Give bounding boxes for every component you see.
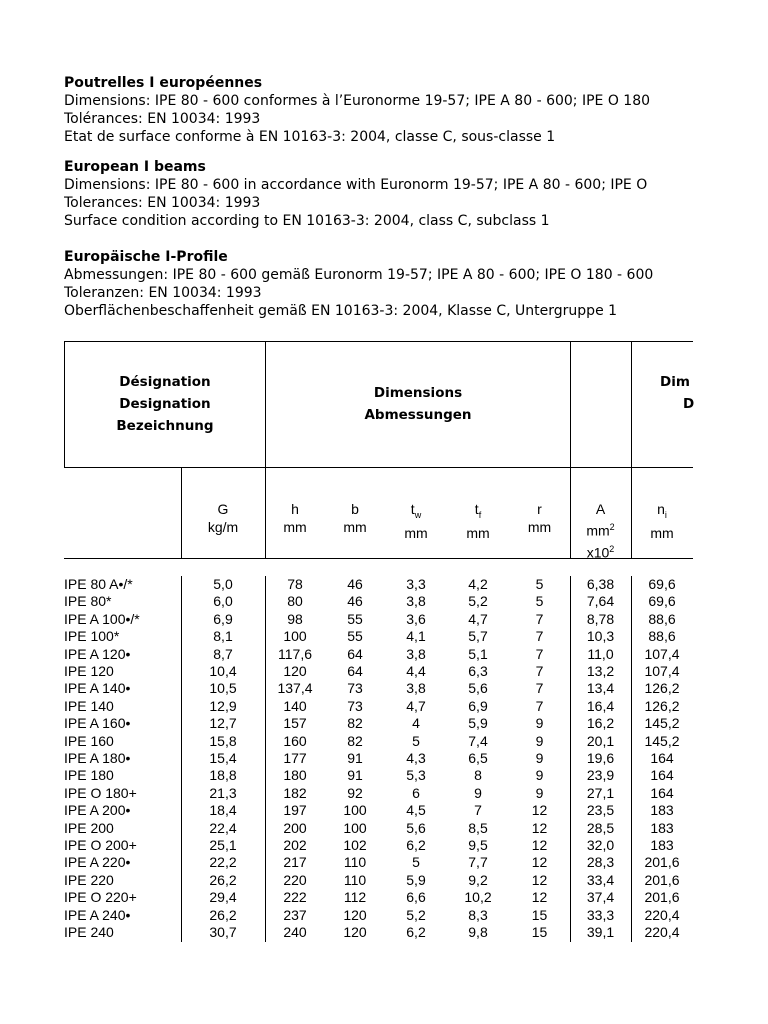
unit-h: h mm bbox=[283, 501, 307, 535]
intro-english-line: Surface condition according to EN 10163-3: 2004, class C, subclass 1 bbox=[64, 213, 550, 229]
cell-b: 55 bbox=[347, 610, 363, 627]
cell-ni: 145,2 bbox=[644, 715, 680, 732]
cell-G: 10,5 bbox=[209, 680, 237, 697]
cell-h: 80 bbox=[287, 593, 303, 610]
cell-tf: 7 bbox=[474, 802, 482, 819]
intro-french-line: Dimensions: IPE 80 - 600 conformes à l’Euronorme 19-57; IPE A 80 - 600; IPE O 180 bbox=[64, 93, 651, 109]
cell-r: 12 bbox=[531, 854, 548, 871]
cell-b: 55 bbox=[347, 628, 363, 645]
cell-tw: 3,3 bbox=[406, 576, 426, 592]
cell-b: 91 bbox=[347, 767, 363, 784]
cell-designation: IPE A 120• bbox=[64, 645, 131, 662]
cell-G: 6,0 bbox=[213, 593, 233, 610]
cell-r: 15 bbox=[531, 924, 548, 940]
cell-tw: 4 bbox=[412, 715, 420, 732]
cell-tf: 8,3 bbox=[468, 906, 488, 923]
cell-designation: IPE 120 bbox=[64, 663, 114, 679]
cell-ni: 201,6 bbox=[644, 889, 680, 906]
cell-b: 110 bbox=[343, 854, 367, 871]
unit-ni: $n_i$ mm bbox=[650, 501, 674, 541]
cell-A: 16,4 bbox=[586, 697, 615, 714]
cell-A: 6,38 bbox=[586, 576, 615, 592]
cell-r: 12 bbox=[531, 837, 548, 853]
table-row bbox=[0, 837, 768, 854]
cell-ni: 220,4 bbox=[644, 906, 680, 923]
cell-tf: 9,2 bbox=[468, 871, 488, 888]
header-blank-box bbox=[570, 341, 632, 468]
cell-b: 91 bbox=[347, 750, 363, 766]
cell-G: 26,2 bbox=[209, 906, 237, 923]
cell-designation: IPE A 240• bbox=[64, 906, 131, 923]
cell-tw: 3,8 bbox=[406, 593, 426, 610]
cell-ni: 164 bbox=[650, 750, 674, 766]
cell-tw: 5,3 bbox=[406, 767, 426, 784]
table-row bbox=[0, 924, 768, 941]
cell-r: 9 bbox=[535, 767, 544, 784]
table-row bbox=[0, 680, 768, 697]
cell-r: 9 bbox=[535, 750, 544, 766]
cell-ni: 183 bbox=[650, 837, 674, 853]
cell-tf: 8,5 bbox=[468, 819, 488, 836]
table-row bbox=[0, 872, 768, 889]
cell-tf: 7,7 bbox=[468, 854, 488, 871]
cell-A: 27,1 bbox=[586, 784, 615, 801]
intro-german-title: Europäische I-Profile bbox=[64, 249, 228, 265]
cell-designation: IPE A 160• bbox=[64, 715, 131, 732]
cell-G: 6,9 bbox=[213, 610, 233, 627]
cell-designation: IPE O 220+ bbox=[64, 889, 137, 906]
cell-b: 46 bbox=[347, 593, 363, 610]
cell-tw: 6,2 bbox=[406, 837, 426, 853]
cell-A: 19,6 bbox=[586, 750, 615, 766]
cell-tf: 9,8 bbox=[468, 924, 488, 940]
table-row bbox=[0, 611, 768, 628]
cell-A: 32,0 bbox=[586, 837, 615, 853]
cell-A: 37,4 bbox=[586, 889, 615, 906]
intro-english bbox=[64, 158, 704, 230]
table-row bbox=[0, 785, 768, 802]
header-cut-label: Dim D bbox=[660, 374, 695, 412]
cell-h: 220 bbox=[283, 871, 307, 888]
cell-designation: IPE 240 bbox=[64, 924, 114, 940]
cell-tw: 5,9 bbox=[406, 871, 426, 888]
cell-designation: IPE 140 bbox=[64, 697, 114, 714]
cell-tf: 5,1 bbox=[468, 645, 488, 662]
unit-A: A $mm^2$ $x10^2$ bbox=[586, 501, 615, 561]
cell-G: 12,9 bbox=[209, 697, 237, 714]
table-row bbox=[0, 854, 768, 871]
cell-tw: 5,6 bbox=[406, 819, 426, 836]
unit-b: b mm bbox=[343, 501, 367, 535]
cell-G: 18,4 bbox=[209, 802, 237, 819]
cell-tw: 4,1 bbox=[406, 628, 426, 645]
cell-r: 7 bbox=[535, 663, 544, 679]
cell-ni: 145,2 bbox=[644, 732, 680, 749]
cell-ni: 88,6 bbox=[648, 610, 676, 627]
cell-h: 137,4 bbox=[277, 680, 313, 697]
cell-r: 12 bbox=[531, 802, 548, 819]
cell-r: 9 bbox=[535, 715, 544, 732]
cell-tw: 5 bbox=[412, 854, 420, 871]
unit-tw: $t_w$ mm bbox=[404, 501, 428, 541]
table-row bbox=[0, 628, 768, 645]
cell-b: 64 bbox=[347, 663, 363, 679]
cell-designation: IPE A 140• bbox=[64, 680, 131, 697]
cell-designation: IPE 80* bbox=[64, 593, 112, 610]
cell-tw: 5,2 bbox=[406, 906, 426, 923]
cell-h: 120 bbox=[283, 663, 307, 679]
table-row bbox=[0, 907, 768, 924]
cell-h: 182 bbox=[283, 784, 307, 801]
cell-A: 33,4 bbox=[586, 871, 615, 888]
cell-designation: IPE O 180+ bbox=[64, 784, 137, 801]
cell-tw: 3,8 bbox=[406, 680, 426, 697]
intro-german-line: Toleranzen: EN 10034: 1993 bbox=[64, 285, 262, 301]
cell-G: 22,2 bbox=[209, 854, 237, 871]
cell-ni: 201,6 bbox=[644, 854, 680, 871]
cell-G: 22,4 bbox=[209, 819, 237, 836]
cell-r: 7 bbox=[535, 680, 544, 697]
cell-tf: 5,7 bbox=[468, 628, 488, 645]
cell-G: 8,1 bbox=[213, 628, 233, 645]
cell-A: 16,2 bbox=[586, 715, 615, 732]
cell-tf: 6,3 bbox=[468, 663, 488, 679]
cell-r: 5 bbox=[535, 593, 544, 610]
cell-b: 82 bbox=[347, 715, 363, 732]
cell-b: 92 bbox=[347, 784, 363, 801]
intro-french-title: Poutrelles I européennes bbox=[64, 75, 263, 91]
cell-designation: IPE O 200+ bbox=[64, 837, 137, 853]
cell-A: 23,5 bbox=[586, 802, 615, 819]
cell-h: 100 bbox=[283, 628, 307, 645]
cell-b: 73 bbox=[347, 680, 363, 697]
cell-r: 7 bbox=[535, 628, 544, 645]
cell-h: 160 bbox=[283, 732, 307, 749]
cell-tf: 9 bbox=[474, 784, 482, 801]
intro-german-line: Oberflächenbeschaffenheit gemäß EN 10163-3: 2004, Klasse C, Untergruppe 1 bbox=[64, 303, 618, 319]
cell-ni: 183 bbox=[650, 802, 674, 819]
cell-G: 30,7 bbox=[209, 924, 237, 940]
table-row bbox=[0, 820, 768, 837]
cell-ni: 69,6 bbox=[648, 593, 676, 610]
cell-tf: 10,2 bbox=[464, 889, 492, 906]
cell-A: 13,4 bbox=[586, 680, 615, 697]
cell-designation: IPE 80 A•/* bbox=[64, 576, 133, 592]
cell-h: 217 bbox=[283, 854, 307, 871]
cell-tw: 4,4 bbox=[406, 663, 426, 679]
cell-ni: 126,2 bbox=[644, 680, 680, 697]
cell-G: 25,1 bbox=[209, 837, 237, 853]
cell-G: 15,8 bbox=[209, 732, 237, 749]
table-row bbox=[0, 767, 768, 784]
cell-designation: IPE A 200• bbox=[64, 802, 131, 819]
cell-h: 222 bbox=[283, 889, 307, 906]
cell-h: 98 bbox=[287, 610, 303, 627]
cell-h: 240 bbox=[283, 924, 307, 940]
intro-english-line: Tolerances: EN 10034: 1993 bbox=[64, 195, 261, 211]
intro-english-line: Dimensions: IPE 80 - 600 in accordance with Euronorm 19-57; IPE A 80 - 600; IPE O bbox=[64, 177, 648, 193]
cell-h: 180 bbox=[283, 767, 307, 784]
cell-designation: IPE 160 bbox=[64, 732, 114, 749]
intro-french-line: Etat de surface conforme à EN 10163-3: 2004, classe C, sous-classe 1 bbox=[64, 129, 556, 145]
cell-tw: 4,5 bbox=[406, 802, 426, 819]
cell-designation: IPE A 180• bbox=[64, 750, 131, 766]
cell-tw: 6,2 bbox=[406, 924, 426, 940]
table-row bbox=[0, 698, 768, 715]
cell-r: 12 bbox=[531, 819, 548, 836]
unit-G: G kg/m bbox=[207, 501, 239, 535]
cell-A: 11,0 bbox=[587, 645, 614, 662]
cell-tw: 6,6 bbox=[406, 889, 426, 906]
cell-tf: 4,7 bbox=[468, 610, 488, 627]
cell-ni: 201,6 bbox=[644, 871, 680, 888]
cell-tw: 4,3 bbox=[406, 750, 426, 766]
table-row bbox=[0, 715, 768, 732]
cell-ni: 126,2 bbox=[644, 697, 680, 714]
cell-A: 28,5 bbox=[586, 819, 615, 836]
cell-b: 102 bbox=[343, 837, 367, 853]
cell-b: 64 bbox=[347, 645, 363, 662]
cell-tf: 5,6 bbox=[468, 680, 488, 697]
cell-tw: 5 bbox=[412, 732, 420, 749]
unit-r: r mm bbox=[527, 501, 552, 535]
cell-designation: IPE 100* bbox=[64, 628, 120, 645]
cell-tf: 6,5 bbox=[468, 750, 488, 766]
cell-G: 12,7 bbox=[209, 715, 237, 732]
cell-b: 120 bbox=[343, 906, 367, 923]
header-dimensions-label: Dimensions Abmessungen bbox=[364, 385, 472, 423]
cell-tf: 9,5 bbox=[468, 837, 488, 853]
cell-G: 15,4 bbox=[209, 750, 237, 766]
cell-ni: 164 bbox=[650, 784, 674, 801]
cell-h: 197 bbox=[283, 802, 307, 819]
cell-r: 9 bbox=[535, 732, 544, 749]
cell-r: 12 bbox=[531, 871, 548, 888]
cell-A: 23,9 bbox=[586, 767, 615, 784]
cell-ni: 107,4 bbox=[644, 645, 680, 662]
cell-designation: IPE 180 bbox=[64, 767, 114, 784]
cell-ni: 220,4 bbox=[644, 924, 680, 940]
cell-tw: 4,7 bbox=[406, 697, 426, 714]
cell-b: 100 bbox=[343, 819, 367, 836]
cell-tf: 6,9 bbox=[468, 697, 488, 714]
table-row bbox=[0, 750, 768, 767]
cell-b: 46 bbox=[347, 576, 363, 592]
cell-b: 112 bbox=[343, 889, 367, 906]
cell-ni: 183 bbox=[650, 819, 674, 836]
cell-ni: 164 bbox=[650, 767, 674, 784]
cell-h: 237 bbox=[283, 906, 307, 923]
table-row bbox=[0, 889, 768, 906]
intro-french-line: Tolérances: EN 10034: 1993 bbox=[64, 111, 261, 127]
intro-german-line: Abmessungen: IPE 80 - 600 gemäß Euronorm 19-57; IPE A 80 - 600; IPE O 180 - 600 bbox=[64, 267, 654, 283]
cell-b: 110 bbox=[343, 871, 367, 888]
cell-designation: IPE 200 bbox=[64, 819, 114, 836]
cell-b: 73 bbox=[347, 697, 363, 714]
cell-r: 7 bbox=[535, 610, 544, 627]
cell-A: 8,78 bbox=[586, 610, 615, 627]
cell-A: 28,3 bbox=[586, 854, 615, 871]
cell-A: 13,2 bbox=[586, 663, 615, 679]
cell-tw: 3,6 bbox=[406, 610, 426, 627]
table-row bbox=[0, 646, 768, 663]
cell-designation: IPE 220 bbox=[64, 871, 114, 888]
cell-G: 10,4 bbox=[209, 663, 237, 679]
cell-h: 202 bbox=[283, 837, 307, 853]
cell-A: 7,64 bbox=[586, 593, 615, 610]
table-row bbox=[0, 663, 768, 680]
table-row bbox=[0, 593, 768, 610]
cell-tf: 8 bbox=[474, 767, 482, 784]
cell-r: 7 bbox=[535, 697, 544, 714]
cell-tw: 6 bbox=[412, 784, 420, 801]
intro-french bbox=[64, 74, 704, 146]
cell-A: 39,1 bbox=[586, 924, 615, 940]
cell-h: 177 bbox=[283, 750, 307, 766]
cell-G: 18,8 bbox=[209, 767, 237, 784]
cell-G: 29,4 bbox=[209, 889, 237, 906]
cell-h: 200 bbox=[283, 819, 307, 836]
cell-A: 20,1 bbox=[586, 732, 615, 749]
cell-ni: 88,6 bbox=[648, 628, 676, 645]
cell-r: 7 bbox=[535, 645, 544, 662]
cell-ni: 107,4 bbox=[644, 663, 680, 679]
cell-b: 120 bbox=[343, 924, 367, 940]
cell-designation: IPE A 100•/* bbox=[64, 610, 140, 627]
cell-G: 26,2 bbox=[209, 871, 237, 888]
cell-tf: 7,4 bbox=[468, 732, 488, 749]
cell-h: 117,6 bbox=[278, 645, 312, 662]
unit-tf: $t_f$ mm bbox=[466, 501, 490, 541]
table-row bbox=[0, 802, 768, 819]
cell-r: 15 bbox=[531, 906, 548, 923]
table-row bbox=[0, 733, 768, 750]
cell-tf: 5,2 bbox=[468, 593, 488, 610]
cell-A: 10,3 bbox=[586, 628, 615, 645]
intro-english-title: European I beams bbox=[64, 159, 206, 175]
cell-h: 140 bbox=[283, 697, 307, 714]
cell-r: 5 bbox=[535, 576, 544, 592]
cell-ni: 69,6 bbox=[648, 576, 676, 592]
cell-h: 78 bbox=[287, 576, 303, 592]
intro-german bbox=[64, 248, 704, 320]
header-designation-label: Désignation Designation Bezeichnung bbox=[116, 374, 214, 434]
cell-b: 82 bbox=[347, 732, 363, 749]
cell-r: 9 bbox=[535, 784, 544, 801]
cell-A: 33,3 bbox=[586, 906, 615, 923]
cell-G: 5,0 bbox=[213, 576, 233, 592]
cell-tf: 5,9 bbox=[468, 715, 488, 732]
cell-G: 21,3 bbox=[209, 784, 237, 801]
cell-designation: IPE A 220• bbox=[64, 854, 131, 871]
cell-tw: 3,8 bbox=[406, 645, 426, 662]
cell-h: 157 bbox=[283, 715, 307, 732]
cell-b: 100 bbox=[343, 802, 367, 819]
table-row bbox=[0, 576, 768, 593]
cell-tf: 4,2 bbox=[468, 576, 488, 592]
cell-r: 12 bbox=[531, 889, 548, 906]
cell-G: 8,7 bbox=[213, 645, 233, 662]
